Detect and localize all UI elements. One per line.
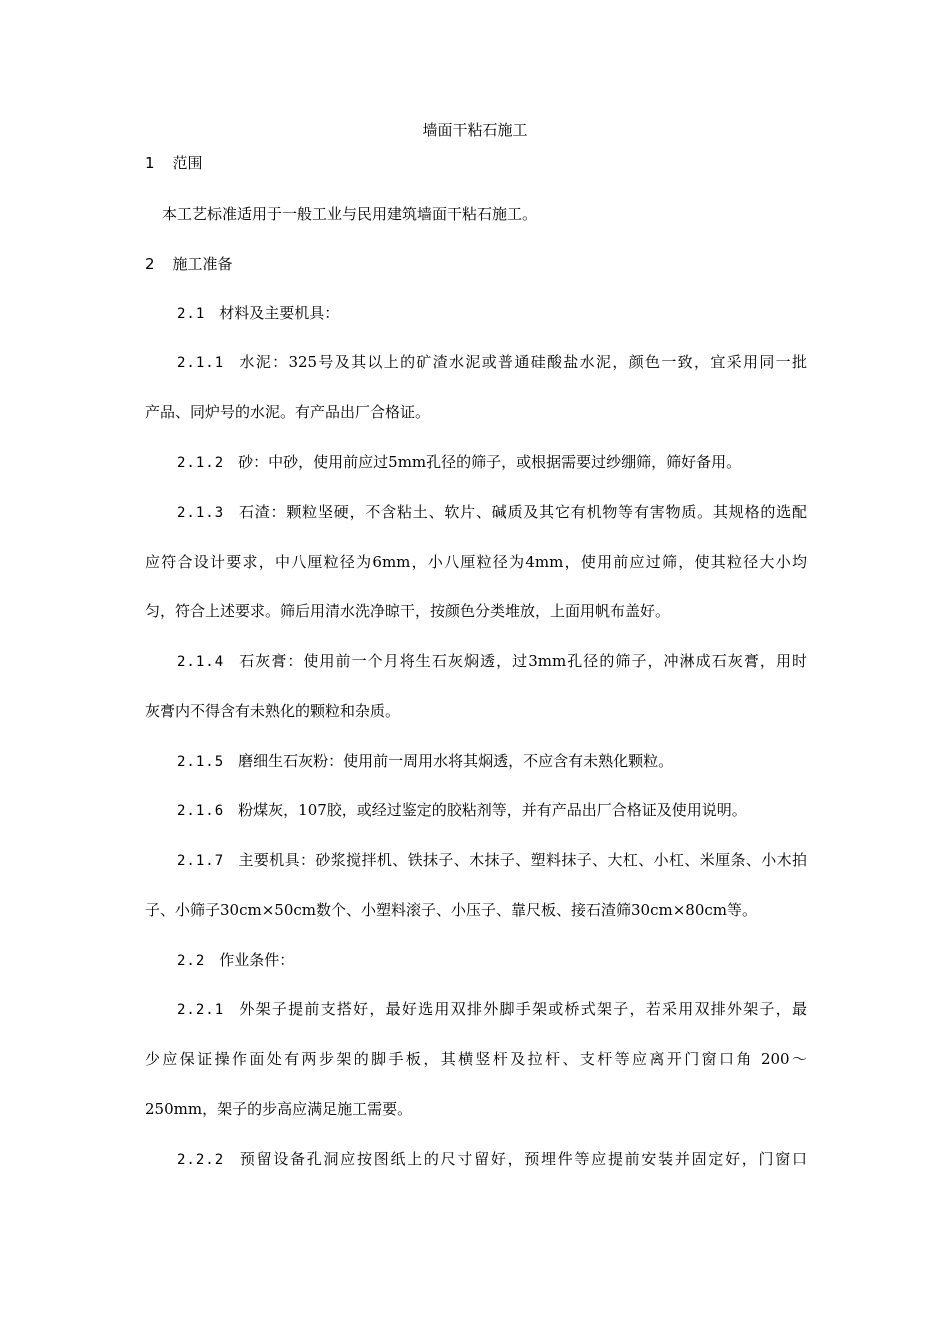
clause-2-1-7-line-2: 子、小筛子30cm×50cm数个、小塑料滚子、小压子、靠尺板、接石渣筛30cm×80cm等。	[145, 901, 757, 919]
clause-2-1-2-line-1	[177, 452, 807, 473]
clause-text: 作业条件：	[219, 951, 295, 969]
section-title: 施工准备	[172, 255, 233, 273]
clause-2-2-1-line-1	[177, 999, 807, 1020]
clause-text: 粉煤灰，107胶，或经过鉴定的胶粘剂等，并有产品出厂合格证及使用说明。	[238, 801, 747, 819]
clause-text: 砂：中砂，使用前应过5mm孔径的筛子，或根据需要过纱绷筛，筛好备用。	[238, 453, 742, 471]
clause-2-1-6-line-1	[177, 800, 807, 821]
section-title: 范围	[172, 154, 203, 172]
clause-number: 2.1.1	[177, 355, 225, 371]
clause-2-1-4-line-2: 灰膏内不得含有未熟化的颗粒和杂质。	[145, 702, 401, 720]
clause-number: 2.1.4	[177, 654, 225, 670]
subsection-2-2	[177, 950, 807, 971]
clause-text: 石渣：颗粒坚硬，不含粘土、软片、碱质及其它有机物等有害物质。其规格的选配	[238, 503, 807, 521]
clause-text: 材料及主要机具：	[219, 304, 340, 322]
clause-number: 2.1	[177, 306, 206, 322]
section-number: 2	[145, 255, 155, 273]
document-title: 墙面干粘石施工	[422, 121, 528, 139]
clause-2-2-2-line-1	[177, 1149, 807, 1170]
clause-number: 2.1.3	[177, 505, 225, 521]
section-number: 1	[145, 154, 155, 172]
clause-2-1-7-line-1	[177, 850, 807, 871]
clause-2-1-1-line-2: 产品、同炉号的水泥。有产品出厂合格证。	[145, 403, 431, 421]
clause-text: 主要机具：砂浆搅拌机、铁抹子、木抹子、塑料抹子、大杠、小杠、米厘条、小木拍	[238, 851, 807, 869]
clause-text: 石灰膏：使用前一个月将生石灰焖透，过3mm孔径的筛子，冲淋成石灰膏，用时	[238, 652, 807, 670]
section-1-body: 本工艺标准适用于一般工业与民用建筑墙面干粘石施工。	[162, 205, 538, 223]
clause-text: 外架子提前支搭好，最好选用双排外脚手架或桥式架子，若采用双排外架子，最	[238, 1000, 807, 1018]
clause-number: 2.1.6	[177, 803, 225, 819]
clause-2-2-1-line-2: 少应保证操作面处有两步架的脚手板，其横竖杆及拉杆、支杆等应离开门窗口角 200～	[145, 1050, 807, 1068]
clause-2-1-3-line-3: 匀，符合上述要求。筛后用清水洗净晾干，按颜色分类堆放，上面用帆布盖好。	[145, 602, 671, 620]
section-1-heading	[145, 153, 807, 173]
clause-2-1-4-line-1	[177, 651, 807, 672]
clause-2-1-3-line-2: 应符合设计要求，中八厘粒径为6mm，小八厘粒径为4mm，使用前应过筛，使其粒径大小均	[145, 553, 807, 571]
clause-number: 2.1.5	[177, 754, 225, 770]
subsection-2-1	[177, 303, 807, 324]
clause-2-2-1-line-3: 250mm，架子的步高应满足施工需要。	[145, 1100, 413, 1118]
clause-text: 预留设备孔洞应按图纸上的尺寸留好，预埋件等应提前安装并固定好，门窗口	[238, 1150, 807, 1168]
clause-number: 2.1.7	[177, 853, 225, 869]
clause-number: 2.2.2	[177, 1152, 225, 1168]
clause-number: 2.2	[177, 953, 206, 969]
clause-2-1-3-line-1	[177, 502, 807, 523]
clause-text: 水泥：325号及其以上的矿渣水泥或普通硅酸盐水泥，颜色一致，宜采用同一批	[238, 353, 807, 371]
clause-number: 2.2.1	[177, 1002, 225, 1018]
section-2-heading	[145, 254, 807, 274]
clause-2-1-1-line-1	[177, 352, 807, 373]
clause-number: 2.1.2	[177, 455, 225, 471]
clause-text: 磨细生石灰粉：使用前一周用水将其焖透，不应含有未熟化颗粒。	[238, 752, 674, 770]
clause-2-1-5-line-1	[177, 751, 807, 772]
